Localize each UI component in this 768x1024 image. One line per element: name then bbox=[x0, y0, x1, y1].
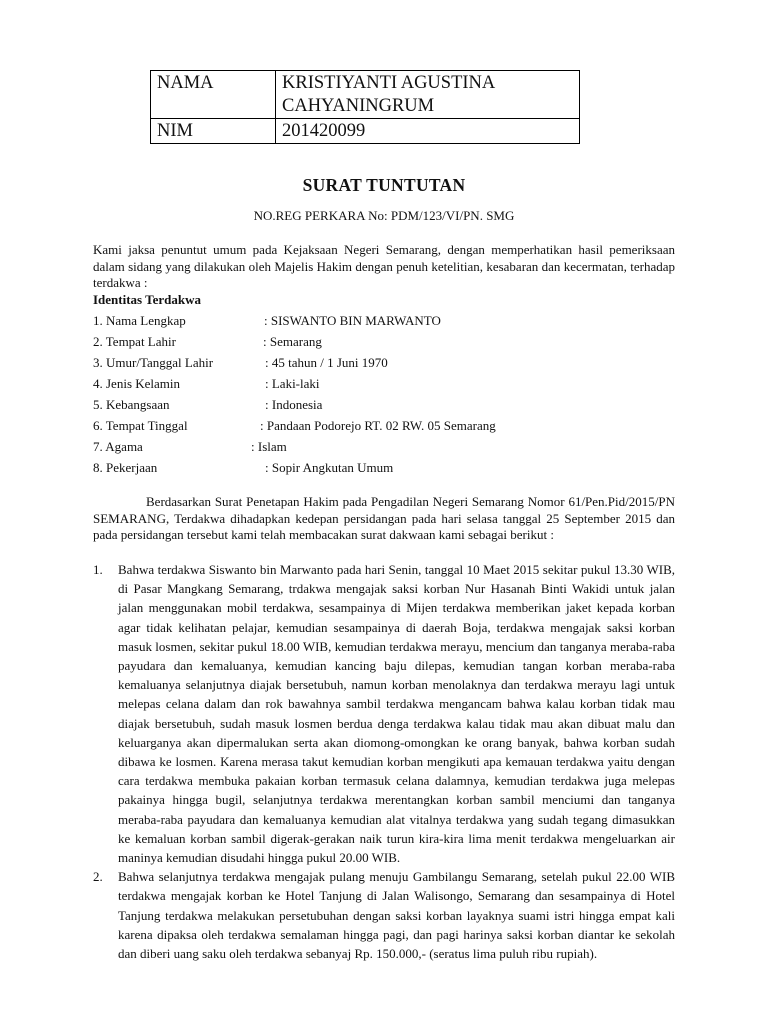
identity-label: 1. Nama Lengkap bbox=[93, 313, 186, 328]
identity-label: 3. Umur/Tanggal Lahir bbox=[93, 355, 214, 370]
nim-label: NIM bbox=[151, 119, 276, 144]
identity-label: 8. Pekerjaan bbox=[93, 460, 158, 475]
document-title: SURAT TUNTUTAN bbox=[302, 175, 466, 195]
list-item-number: 2. bbox=[93, 869, 103, 885]
table-row-nama bbox=[151, 71, 580, 119]
identity-value: : Pandaan Podorejo RT. 02 RW. 05 Semarang bbox=[260, 418, 496, 433]
list-item-text: Bahwa selanjutnya terdakwa mengajak pulang menuju Gambilangu Semarang, setelah pukul 22.00 WIB terdakwa mengajak korban ke Hotel Tanjung di Jalan Walisongo, Semarang dan sesampainya di Hotel Tanjung terdakwa melakukan persetubuhan dengan saksi korban layaknya suami istri hingga empat kali karena dipaksa oleh terdakwa semalaman hingga pagi, dan pagi harinya saksi korban diantar ke sekolah dan diberi uang saku oleh terdakwa sebanyaj Rp. 150.000,- (seratus lima puluh ribu rupiah). bbox=[118, 869, 675, 962]
identity-value: : Sopir Angkutan Umum bbox=[265, 460, 394, 475]
identity-value: : Islam bbox=[251, 439, 287, 454]
list-item bbox=[93, 560, 675, 867]
intro-paragraph: Kami jaksa penuntut umum pada Kejaksaan Negeri Semarang, dengan memperhatikan hasil pemeriksaan dalam sidang yang dilakukan oleh Majelis Hakim dengan penuh ketelitian, kesabaran dan kecermatan, terhadap terdakwa : bbox=[93, 242, 675, 290]
list-item-text: Bahwa terdakwa Siswanto bin Marwanto pada hari Senin, tanggal 10 Maet 2015 sekitar pukul 13.30 WIB, di Pasar Mangkang Semarang, trdakwa mengajak saksi korban Nur Hasanah Binti Wakidi untuk jalan jalan menggunakan mobil terdakwa, sesampainya di Mijen terdakwa memberikan jaket kepada korban agar tidak kelihatan pelajar, kemudian sesampainya di daerah Boja, terdakwa mengajak saksi korban masuk losmen, sekitar pukul 18.00 WIB, kemudian terdakwa merayu, mencium dan tanganya meraba-raba payudara dan kemaluanya, kemudian kancing baju dilepas, kemudian tangan korban meraba-raba kemaluanya selanjutnya diajak bersetubuh, namun korban menolaknya dan terdakwa merayu lagi untuk melepas celana dalam dan rok bawahnya sambil terdakwa mengancam bahwa kalau korban tidak mau diajak bersetubuh, sudah masuk losmen berdua denga terdakwa kalau tidak mau akan dibuat malu dan keluarganya akan dipermalukan serta akan diomong-omongkan ke orang banyak, bahwa korban sudah dibawa ke losmen. Karena merasa takut kemudian korban mengikuti apa kemauan terdakwa yaitu dengan cara terdakwa membuka pakaian korban termasuk celana dalamnya, kemudian terdakwa juga melepas pakainya hingga bugil, selanjutnya terdakwa merentangkan korban sambil menciumi dan tanganya meraba-raba payudara dan kemaluanya kemudian alat vitalnya terdakwa yang sudah tegang dimasukkan ke kemaluan korban sambil digerak-gerakan naik turun kira-kira lima menit terdakwa mengeluarkan air maninya kemudian disudahi hingga pukul 20.00 WIB. bbox=[118, 562, 675, 866]
identity-value: : SISWANTO BIN MARWANTO bbox=[264, 313, 441, 328]
identity-heading: Identitas Terdakwa bbox=[93, 292, 201, 307]
identity-value: : 45 tahun / 1 Juni 1970 bbox=[265, 355, 388, 370]
identity-label: 2. Tempat Lahir bbox=[93, 334, 176, 349]
list-item bbox=[93, 867, 675, 963]
registration-number: NO.REG PERKARA No: PDM/123/VI/PN. SMG bbox=[253, 208, 515, 223]
charge-list bbox=[93, 560, 675, 963]
nama-value: KRISTIYANTI AGUSTINA CAHYANINGRUM bbox=[276, 71, 580, 119]
identity-value: : Semarang bbox=[263, 334, 322, 349]
student-identity-table bbox=[150, 70, 580, 144]
identity-label: 6. Tempat Tinggal bbox=[93, 418, 188, 433]
identity-label: 7. Agama bbox=[93, 439, 143, 454]
identity-value: : Laki-laki bbox=[265, 376, 320, 391]
identity-label: 5. Kebangsaan bbox=[93, 397, 170, 412]
identity-label: 4. Jenis Kelamin bbox=[93, 376, 181, 391]
identity-value: : Indonesia bbox=[265, 397, 323, 412]
nim-value: 201420099 bbox=[276, 119, 580, 144]
nama-label: NAMA bbox=[151, 71, 276, 119]
body-paragraph: Berdasarkan Surat Penetapan Hakim pada Pengadilan Negeri Semarang Nomor 61/Pen.Pid/2015/PN SEMARANG, Terdakwa dihadapkan kedepan persidangan pada hari selasa tanggal 25 September 2015 dan pada persidangan tersebut kami telah membacakan surat dakwaan kami sebagai berikut : bbox=[93, 494, 675, 542]
list-item-number: 1. bbox=[93, 562, 103, 577]
table-row-nim bbox=[151, 119, 580, 144]
